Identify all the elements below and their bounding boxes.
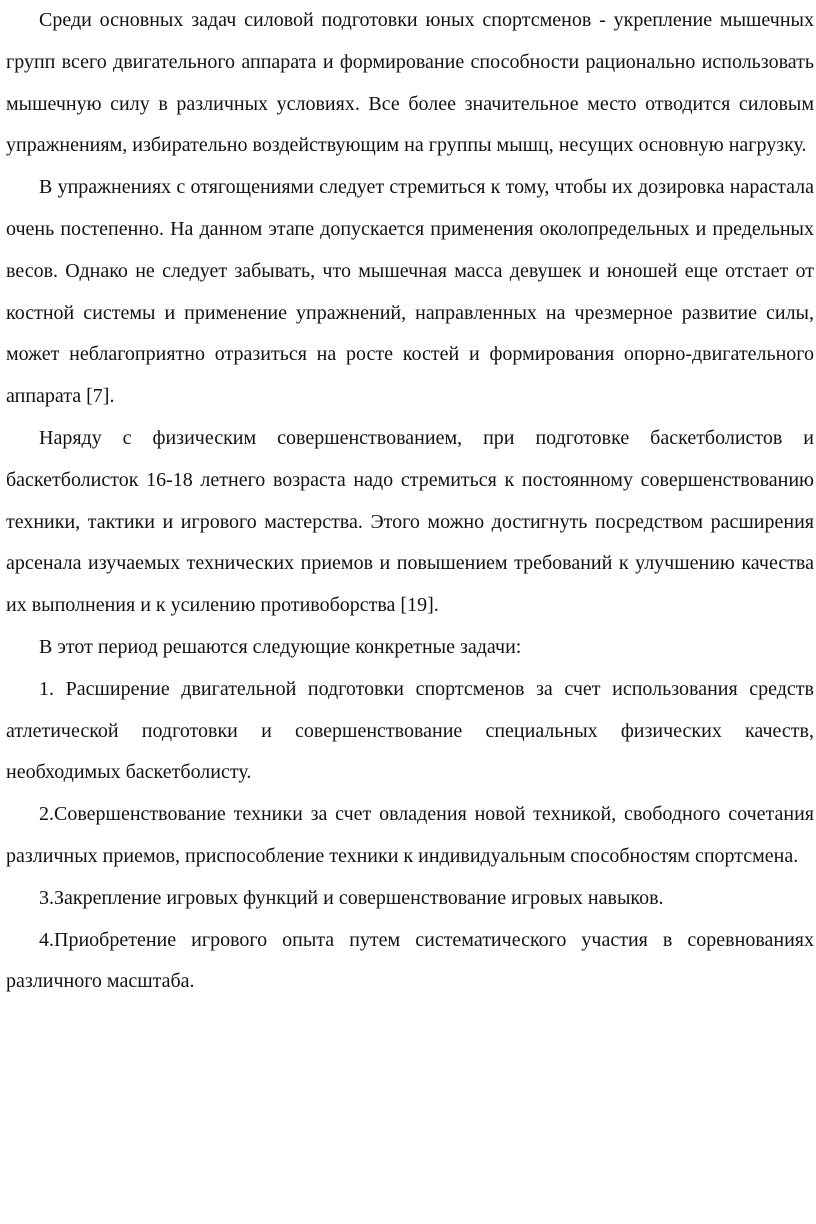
list-item-task-3: 3.Закрепление игровых функций и совершенствование игровых навыков. (39, 886, 664, 909)
list-item-task-1: 1. Расширение двигательной подготовки спортсменов за счет использования средств атлетической подготовки и совершенствование специальных физических качеств, необходимых баскетболисту. (6, 677, 814, 784)
list-item-task-4: 4.Приобретение игрового опыта путем систематического участия в соревнованиях различного масштаба. (6, 928, 814, 993)
paragraph-technique-improvement: Наряду с физическим совершенствованием, при подготовке баскетболистов и баскетболисток 16-18 летнего возраста надо стремиться к постоянному совершенствованию техники, тактики и игрового мастерства. Этого можно достигнуть посредством расширения арсенала изучаемых технических приемов и повышением требований к улучшению качества их выполнения и к усилению противоборства [19]. (6, 426, 814, 617)
list-item-task-2: 2.Совершенствование техники за счет овладения новой техникой, свободного сочетания различных приемов, приспособление техники к индивидуальным способностям спортсмена. (6, 803, 814, 867)
paragraph-strength-training-tasks: Среди основных задач силовой подготовки юных спортсменов - укрепление мышечных групп всего двигательного аппарата и формирование способности рационально использовать мышечную силу в различных условиях. Все более значительное место отводится силовым упражнениям, избирательно воздействующим на группы мышц, несущих основную нагрузку. (6, 9, 814, 157)
paragraph-weight-exercises: В упражнениях с отягощениями следует стремиться к тому, чтобы их дозировка нарастала очень постепенно. На данном этапе допускается применения околопредельных и предельных весов. Однако не следует забывать, что мышечная масса девушек и юношей еще отстает от костной системы и применение упражнений, направленных на чрезмерное развитие силы, может неблагоприятно отразиться на росте костей и формирования опорно-двигательного аппарата [7]. (6, 176, 814, 408)
paragraph-tasks-intro: В этот период решаются следующие конкретные задачи: (39, 635, 522, 658)
document-page (6, 0, 814, 1003)
